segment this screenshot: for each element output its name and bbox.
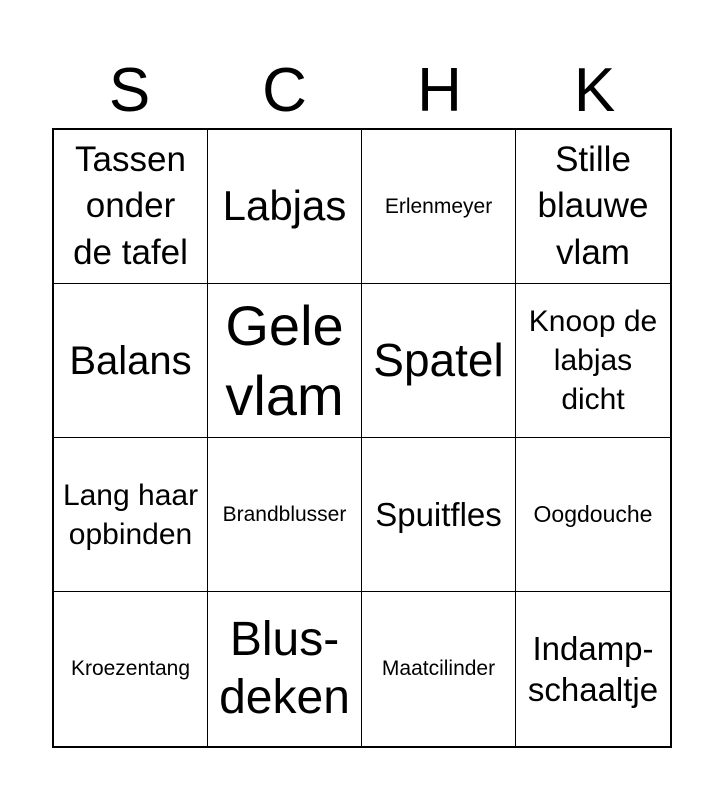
header-letter-h: H bbox=[417, 56, 462, 125]
bingo-cell bbox=[208, 284, 362, 438]
cell-label: Labjas bbox=[222, 182, 347, 230]
bingo-cell bbox=[54, 438, 208, 592]
cell-label: Spatel bbox=[373, 333, 504, 386]
bingo-cell bbox=[516, 438, 670, 592]
cell-label: Erlenmeyer bbox=[384, 194, 493, 218]
cell-label: Tassen onder de tafel bbox=[73, 139, 188, 272]
cell-label: Indamp-schaaltje bbox=[527, 629, 659, 708]
cell-label: Gele vlam bbox=[225, 293, 344, 427]
cell-label: Brandblusser bbox=[222, 502, 347, 526]
cell-label: Blus-deken bbox=[219, 613, 350, 724]
bingo-cell bbox=[208, 438, 362, 592]
cell-label: Stille blauwe vlam bbox=[537, 139, 649, 272]
header-letter-s: S bbox=[108, 56, 151, 125]
bingo-cell bbox=[362, 284, 516, 438]
bingo-cell bbox=[362, 130, 516, 284]
cell-label: Oogdouche bbox=[533, 500, 653, 527]
bingo-cell bbox=[208, 130, 362, 284]
cell-label: Knoop de labjas dicht bbox=[528, 305, 658, 416]
bingo-cell bbox=[516, 130, 670, 284]
bingo-grid bbox=[52, 128, 672, 748]
bingo-cell bbox=[54, 284, 208, 438]
bingo-header bbox=[52, 56, 672, 126]
cell-label: Lang haar opbinden bbox=[62, 478, 199, 551]
cell-label: Spuitfles bbox=[375, 495, 502, 533]
bingo-cell bbox=[516, 592, 670, 746]
header-letter-c: C bbox=[262, 56, 307, 125]
bingo-cell bbox=[208, 592, 362, 746]
cell-label: Maatcilinder bbox=[381, 657, 496, 681]
bingo-cell bbox=[54, 130, 208, 284]
cell-label: Balans bbox=[69, 338, 192, 383]
bingo-cell bbox=[54, 592, 208, 746]
bingo-cell bbox=[362, 592, 516, 746]
bingo-cell bbox=[516, 284, 670, 438]
header-letter-k: K bbox=[573, 56, 616, 125]
cell-label: Kroezentang bbox=[70, 657, 191, 681]
bingo-cell bbox=[362, 438, 516, 592]
